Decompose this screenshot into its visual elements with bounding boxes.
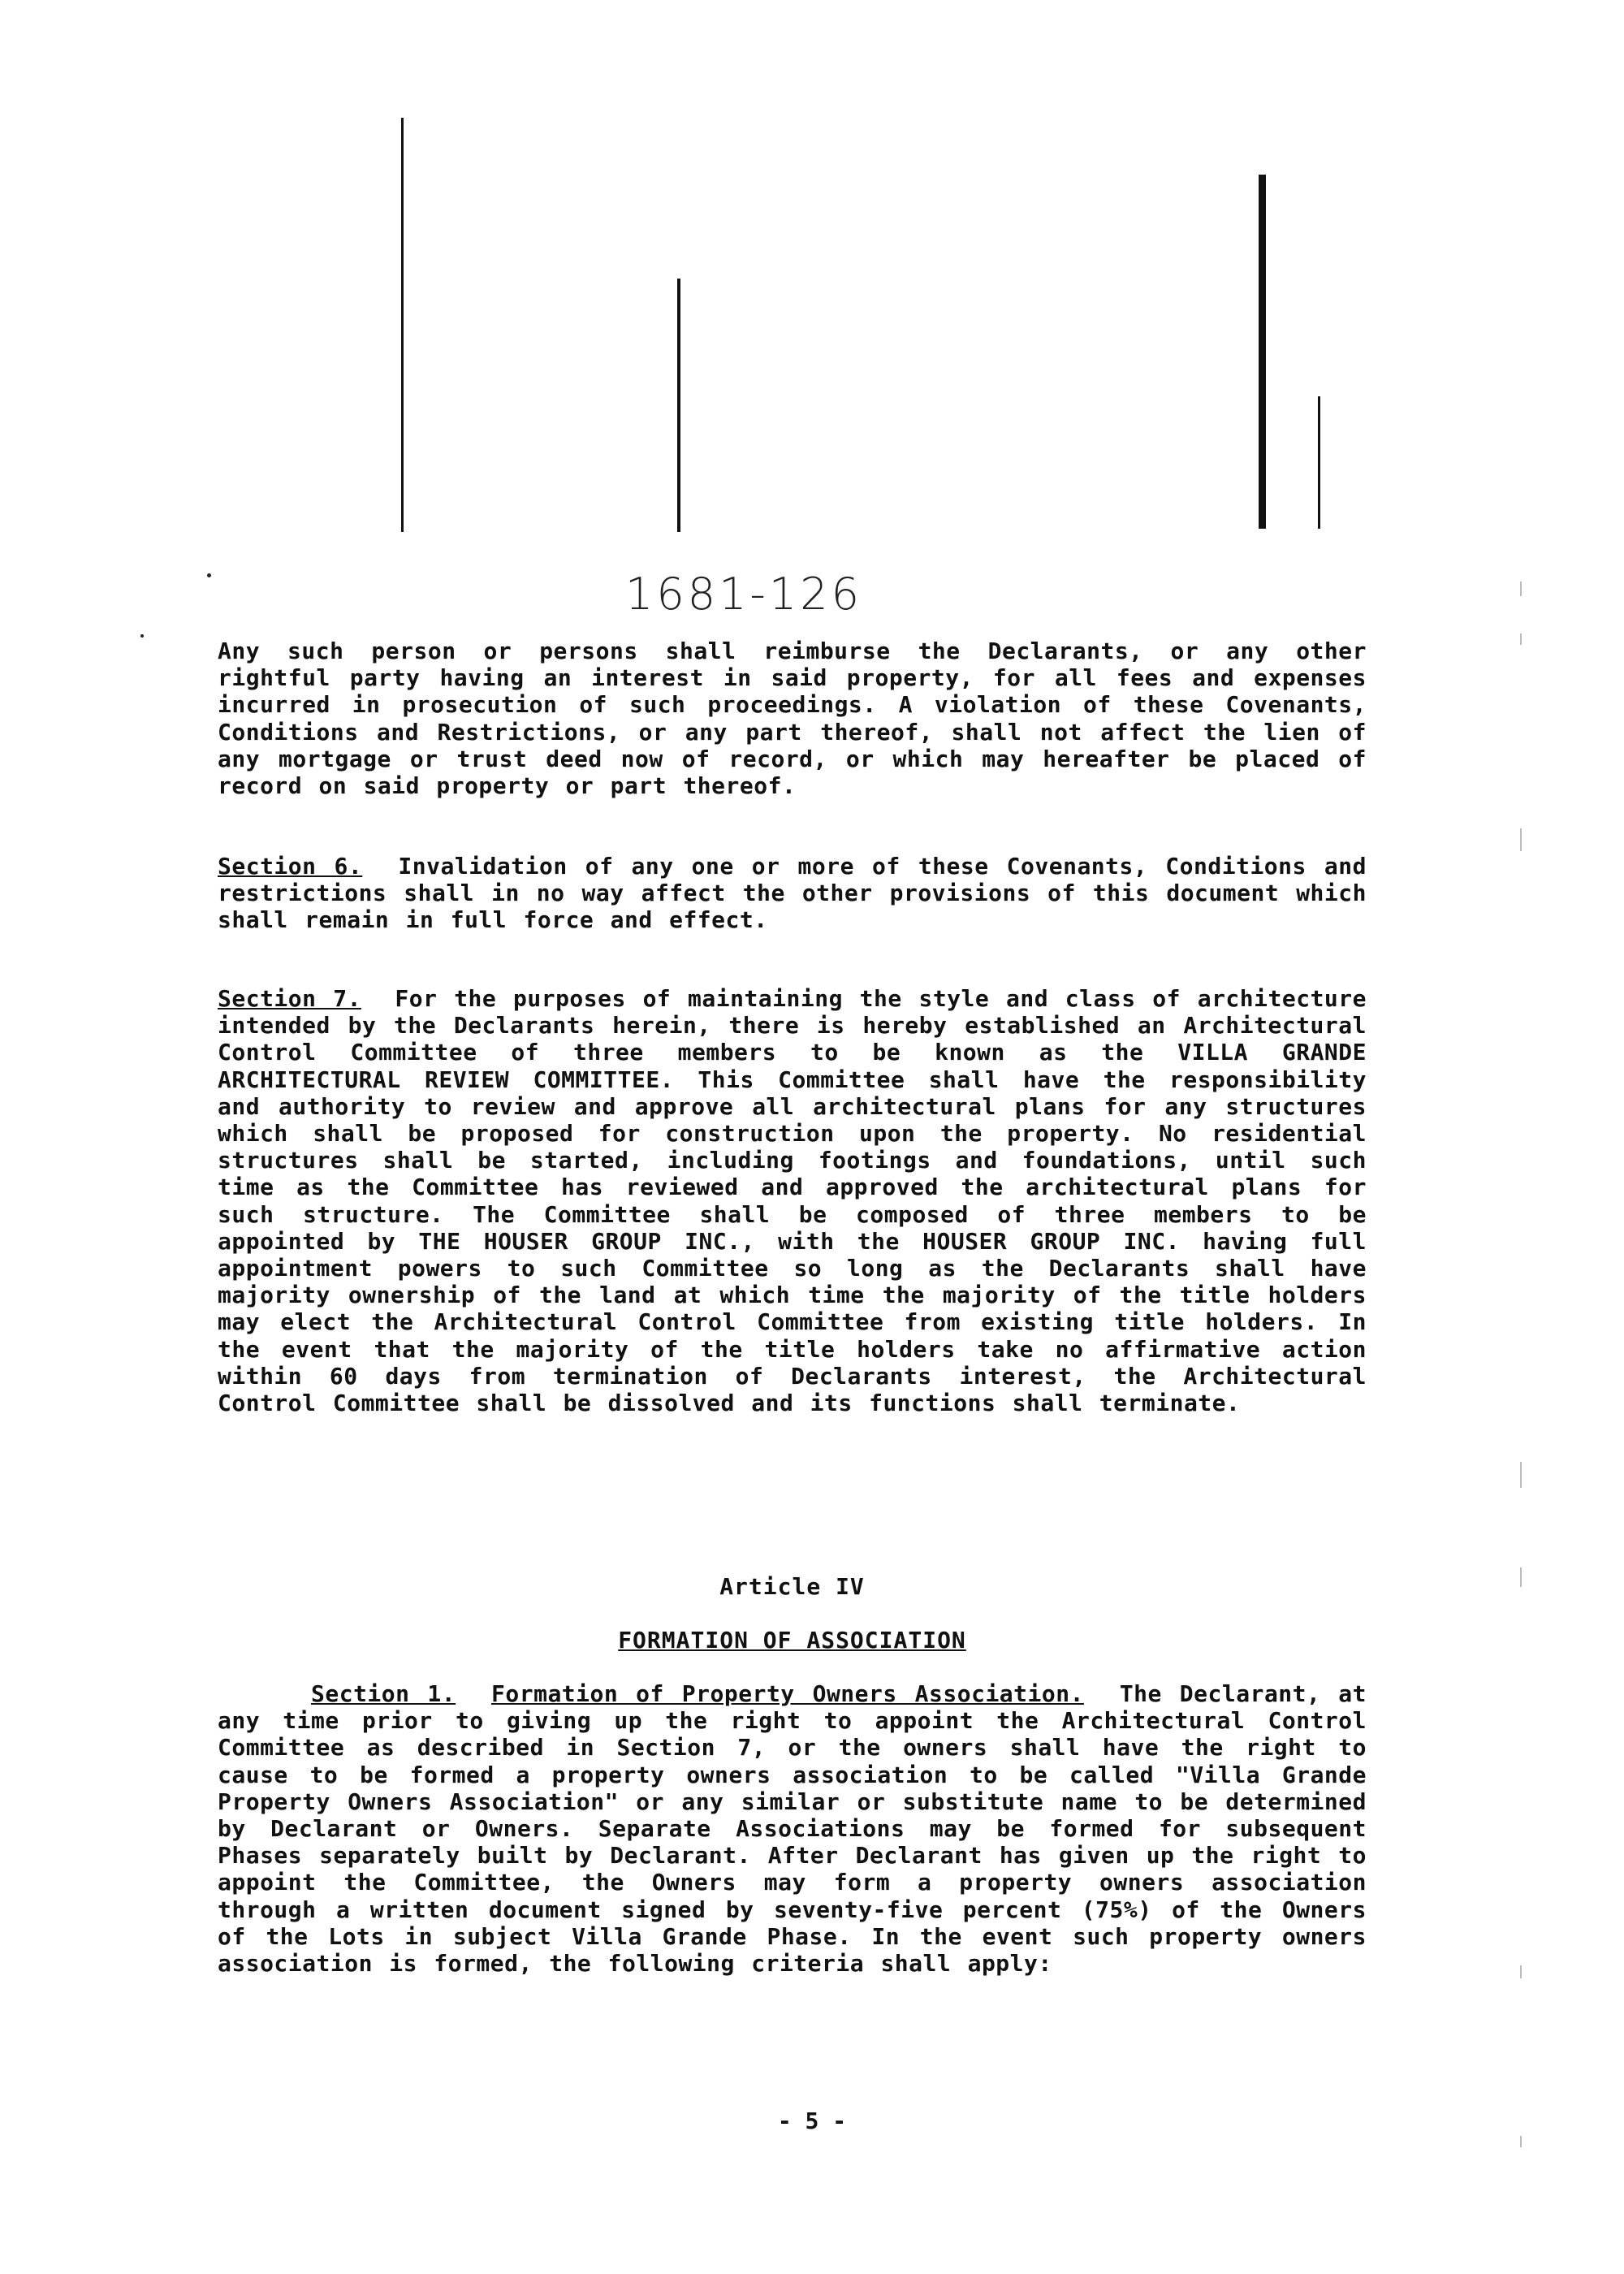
scan-edge-mark <box>1520 828 1522 851</box>
intro-paragraph-text: Any such person or persons shall reimburse the Declarants, or any other rightful party having an interest in said property, for all fees and expenses incurred in prosecution of such proceedings. A violation of these Covenants, Conditions and Restrictions, or any part thereof, shall not affect the lien of any mortgage or trust deed now of record, or which may hereafter be placed of record on said property or part thereof. <box>218 638 1367 800</box>
scan-edge-mark <box>1520 1462 1522 1488</box>
article-section-1-paragraph <box>218 1680 1367 1977</box>
article-section-1-subheading: Formation of Property Owners Association. <box>491 1680 1084 1707</box>
scan-speck <box>207 573 211 577</box>
article-label: Article IV <box>719 1573 865 1600</box>
article-title: FORMATION OF ASSOCIATION <box>618 1627 966 1654</box>
scan-artifact-bar <box>401 118 404 532</box>
section-7-heading: Section 7. <box>218 985 361 1012</box>
section-6-heading: Section 6. <box>218 853 363 880</box>
scan-edge-mark <box>1520 581 1522 596</box>
article-section-1-body <box>218 1680 1367 1977</box>
scan-edge-mark <box>1520 2136 1522 2147</box>
section-7-paragraph <box>218 985 1367 1416</box>
article-section-1-heading: Section 1. <box>311 1680 456 1707</box>
scan-speck <box>140 634 144 638</box>
article-section-1-text: The Declarant, at any time prior to giving up the right to appoint the Architectural Control Committee as described in Section 7, or the owners shall have the right to cause to be formed a property owners association to be called "Villa Grande Property Owners Association" or any similar or substitute name to be determined by Declarant or Owners. Separate Associations may be formed for subsequent Phases separately built by Declarant. After Declarant has given up the right to appoint the Committee, the Owners may form a property owners association through a written document signed by seventy-five percent (75%) of the Owners of the Lots in subject Villa Grande Phase. In the event such property owners association is formed, the following criteria shall apply: <box>218 1680 1367 1978</box>
section-6-text: Invalidation of any one or more of these Covenants, Conditions and restrictions shall in no way affect the other provisions of this document which shall remain in full force and effect. <box>218 853 1367 934</box>
section-6-body <box>218 853 1367 934</box>
section-7-text: For the purposes of maintaining the style and class of architecture intended by the Declarants herein, there is hereby established an Architectural Control Committee of three members to be known as the VILLA GRANDE ARCHITECTURAL REVIEW COMMITTEE. This Committee shall have the responsibility and authority to review and approve all architectural plans for any structures which shall be proposed for construction upon the property. No residential structures shall be started, including footings and foundations, until such time as the Committee has reviewed and approved the architectural plans for such structure. The Committee shall be composed of three members to be appointed by THE HOUSER GROUP INC., with the HOUSER GROUP INC. having full appointment powers to such Committee so long as the Declarants shall have majority ownership of the land at which time the majority of the title holders may elect the Architectural Control Committee from existing title holders. In the event that the majority of the title holders take no affirmative action within 60 days from termination of Declarants interest, the Architectural Control Committee shall be dissolved and its functions shall terminate. <box>218 985 1367 1417</box>
section-6-paragraph <box>218 853 1367 934</box>
scan-artifact-bar <box>1259 175 1266 529</box>
scan-edge-mark <box>1520 1567 1522 1587</box>
scan-edge-mark <box>1520 1965 1522 1978</box>
scan-edge-mark <box>1520 633 1522 645</box>
intro-paragraph <box>218 638 1367 799</box>
page-number: - 5 - <box>777 2108 847 2134</box>
section-7-body <box>218 985 1367 1416</box>
scan-artifact-bar <box>1318 396 1320 529</box>
scan-artifact-bar <box>677 279 680 532</box>
recording-number: 1681-126 <box>625 568 862 620</box>
